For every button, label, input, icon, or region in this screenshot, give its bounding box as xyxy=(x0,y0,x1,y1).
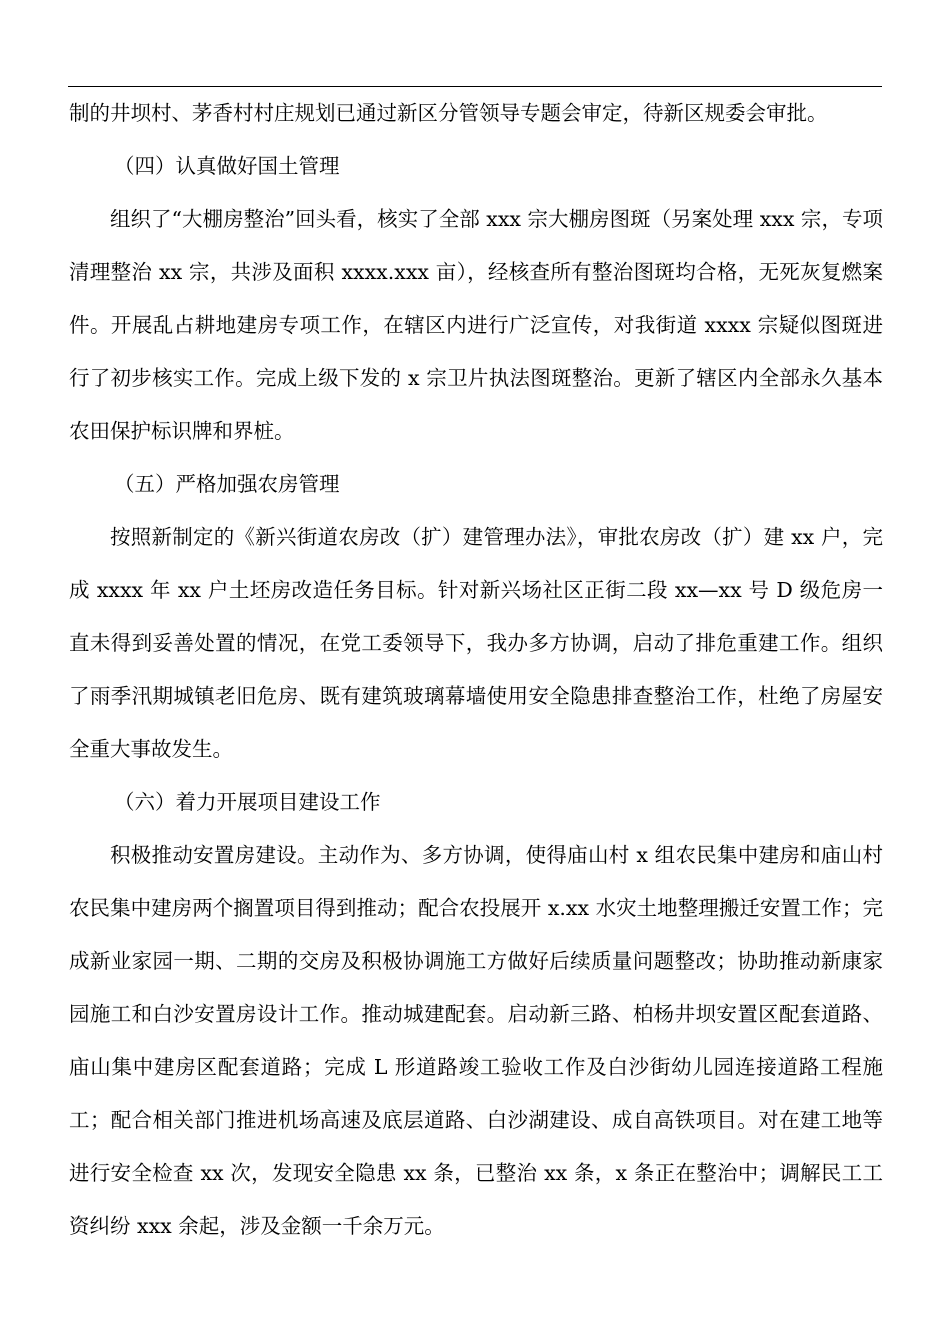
paragraph-project-construction: 积极推动安置房建设。主动作为、多方协调，使得庙山村 x 组农民集中建房和庙山村农民集中建房两个搁置项目得到推动；配合农投展开 x.xx 水灾土地整理搬迁安置工作；完成新业家园一期、二期的交房及积极协调施工方做好后续质量问题整改；协助推动新康家园施工和白沙安置房设计工作。推动城建配套。启动新三路、柏杨井坝安置区配套道路、庙山集中建房区配套道路；完成 L 形道路竣工验收工作及白沙街幼儿园连接道路工程施工；配合相关部门推进机场高速及底层道路、白沙湖建设、成自高铁项目。对在建工地等进行安全检查 xx 次，发现安全隐患 xx 条，已整治 xx 条，x 条正在整治中；调解民工工资纠纷 xxx 余起，涉及金额一千余万元。 xyxy=(69,843,883,1238)
document-body xyxy=(69,87,883,1253)
section-heading-project-construction: （六）着力开展项目建设工作 xyxy=(114,790,381,814)
paragraph-village-planning: 制的井坝村、茅香村村庄规划已通过新区分管领导专题会审定，待新区规委会审批。 xyxy=(69,101,828,125)
paragraph-rural-housing: 按照新制定的《新兴街道农房改（扩）建管理办法》，审批农房改（扩）建 xx 户，完成 xxxx 年 xx 户土坯房改造任务目标。针对新兴场社区正街二段 xx—xx 号 D 级危房一直未得到妥善处置的情况，在党工委领导下，我办多方协调，启动了排危重建工作。组织了雨季汛期城镇老旧危房、既有建筑玻璃幕墙使用安全隐患排查整治工作，杜绝了房屋安全重大事故发生。 xyxy=(69,525,883,761)
paragraph-land-management: 组织了“大棚房整治”回头看，核实了全部 xxx 宗大棚房图斑（另案处理 xxx 宗，专项清理整治 xx 宗，共涉及面积 xxxx.xxx 亩），经核查所有整治图斑均合格，无死灰复燃案件。开展乱占耕地建房专项工作，在辖区内进行广泛宣传，对我街道 xxxx 宗疑似图斑进行了初步核实工作。完成上级下发的 x 宗卫片执法图斑整治。更新了辖区内全部永久基本农田保护标识牌和界桩。 xyxy=(69,207,883,443)
section-heading-land-management: （四）认真做好国土管理 xyxy=(114,154,340,178)
section-heading-rural-housing: （五）严格加强农房管理 xyxy=(114,472,340,496)
